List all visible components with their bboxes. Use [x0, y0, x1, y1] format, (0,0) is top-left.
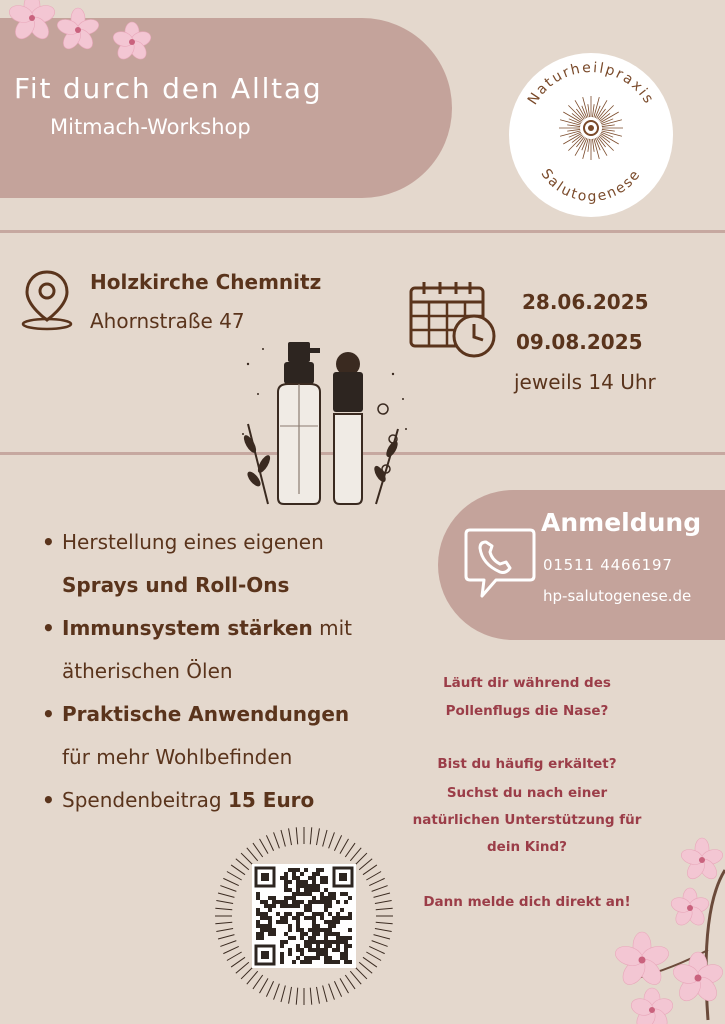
- question-text: dein Kind?: [487, 839, 567, 855]
- list-item: • Spendenbeitrag 15 Euro: [42, 787, 315, 812]
- spray-rollon-bottles-illustration: [228, 334, 418, 514]
- feature-list: [42, 520, 372, 821]
- registration-title: Anmeldung: [541, 508, 702, 537]
- calendar-clock-icon: [408, 280, 498, 360]
- list-item: • Herstellung eines eigenen: [42, 529, 324, 554]
- call-to-action: Dann melde dich direkt an!: [423, 894, 631, 910]
- question-text: natürlichen Unterstützung für: [412, 812, 642, 828]
- venue-address: Ahornstraße 47: [90, 309, 245, 333]
- qr-code[interactable]: [214, 826, 394, 1006]
- question-text: Pollenflugs die Nase?: [445, 703, 609, 719]
- logo-text-bottom: Salutogenese: [537, 166, 645, 206]
- page-title: Fit durch den Alltag: [14, 72, 323, 105]
- date-first: 28.06.2025: [522, 290, 649, 314]
- question-text: Bist du häufig erkältet?: [437, 756, 617, 772]
- phone-chat-icon: [456, 524, 538, 606]
- logo-text-top: Naturheilpraxis: [524, 59, 658, 108]
- cherry-blossom-bottom-icon: [590, 830, 725, 1024]
- divider-top: [0, 230, 725, 233]
- date-second: 09.08.2025: [516, 330, 643, 354]
- website-link[interactable]: hp-salutogenese.de: [543, 587, 692, 605]
- location-pin-icon: [20, 268, 74, 332]
- question-text: Suchst du nach einer: [446, 785, 608, 801]
- question-text: Läuft dir während des: [443, 675, 611, 691]
- event-time: jeweils 14 Uhr: [514, 370, 656, 394]
- practice-logo: [498, 50, 684, 220]
- list-item-continuation: für mehr Wohlbefinden: [62, 744, 293, 769]
- list-item: • Immunsystem stärken mit: [42, 615, 353, 640]
- page-subtitle: Mitmach-Workshop: [50, 115, 251, 139]
- list-item: • Praktische Anwendungen: [42, 701, 350, 726]
- phone-number[interactable]: 01511 4466197: [543, 556, 673, 574]
- cherry-blossom-top-icon: [0, 0, 165, 75]
- list-item-continuation: ätherischen Ölen: [62, 658, 233, 683]
- list-item-continuation: Sprays und Roll-Ons: [62, 572, 290, 597]
- venue-name: Holzkirche Chemnitz: [90, 270, 322, 294]
